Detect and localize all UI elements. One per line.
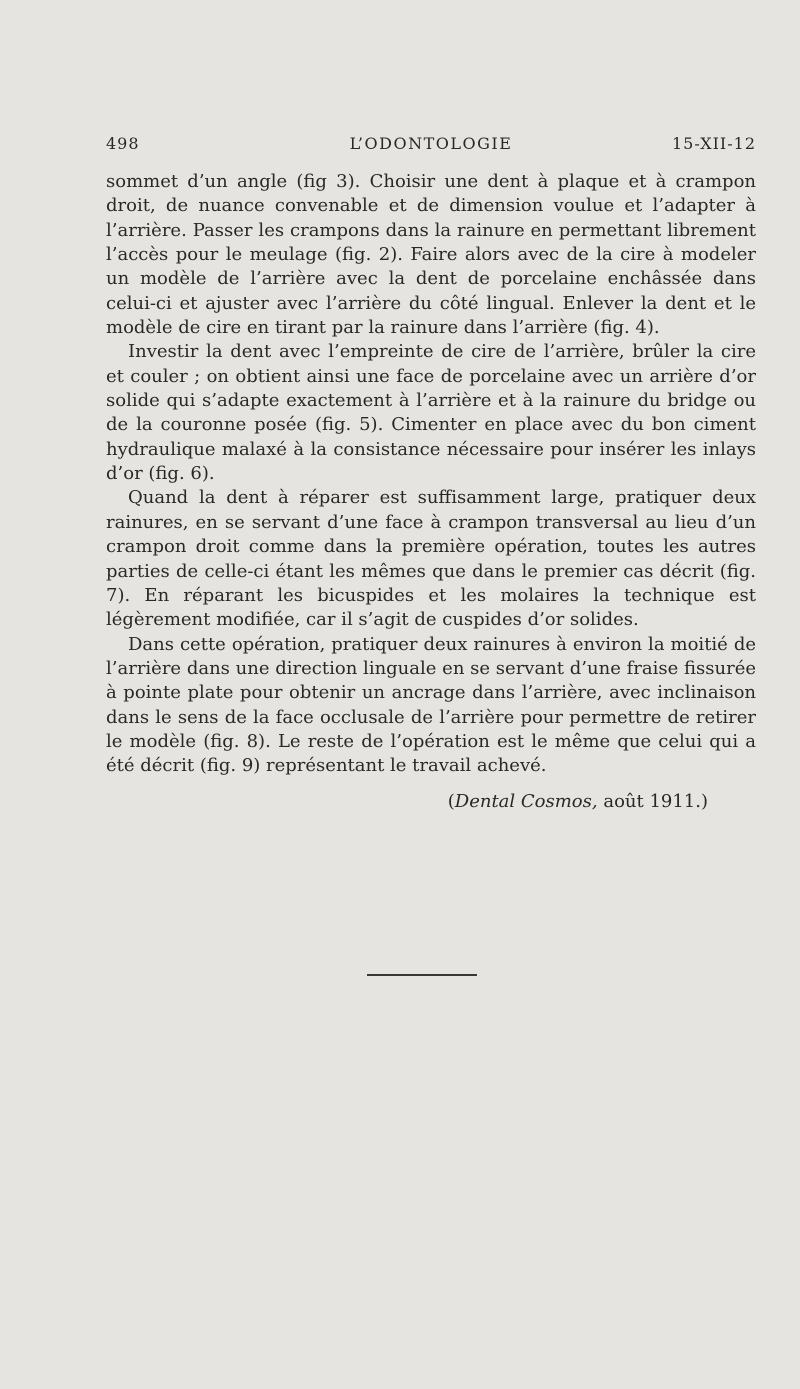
section-divider: [367, 974, 477, 976]
article-body: [106, 170, 756, 779]
citation-open: (: [447, 791, 455, 812]
paragraph: Dans cette opération, pratiquer deux rainures à environ la moitié de l’arrière dans une direction linguale en se servant d’une fraise fissurée à pointe plate pour obtenir un ancrage dans l’arrière, avec inclinaison dans le sens de la face occlusale de l’arrière pour permettre de retirer le modèle (fig. 8). Le reste de l’opération est le même que celui qui a été décrit (fig. 9) représentant le travail achevé.: [106, 633, 756, 777]
running-title: L’ODONTOLOGIE: [349, 134, 513, 153]
paragraph: Investir la dent avec l’empreinte de cire de l’arrière, brûler la cire et couler ; on obtient ainsi une face de porcelaine avec un arrière d’or solide qui s’adapte exactement à l’arrière et à la rainure du bridge ou de la couronne posée (fig. 5). Cimenter en place avec du bon ciment hydraulique malaxé à la consistance nécessaire pour insérer les inlays d’or (fig. 6).: [106, 341, 756, 485]
citation-journal: Dental Cosmos,: [454, 791, 598, 812]
paragraph: Quand la dent à réparer est suffisamment large, pratiquer deux rainures, en se servant d’une face à crampon transversal au lieu d’un crampon droit comme dans la première opération, toutes les autres parties de celle-ci étant les mêmes que dans le premier cas décrit (fig. 7). En réparant les bicuspides et les molaires la technique est légèrement modifiée, car il s’agit de cuspides d’or solides.: [106, 487, 756, 631]
issue-date: 15-XII-12: [672, 134, 756, 153]
page-number: 498: [106, 134, 140, 153]
source-citation: [448, 790, 708, 814]
paragraph-continuation: sommet d’un angle (fig 3). Choisir une dent à plaque et à crampon droit, de nuance convenable et de dimension voulue et l’adapter à l’arrière. Passer les crampons dans la rainure en permettant librement l’accès pour le meulage (fig. 2). Faire alors avec de la cire à modeler un modèle de l’arrière avec la dent de porcelaine enchâssée dans celui-ci et ajuster avec l’arrière du côté lingual. Enlever la dent et le modèle de cire en tirant par la rainure dans l’arrière (fig. 4).: [106, 171, 756, 339]
page-header: [106, 134, 756, 158]
citation-date: août 1911.): [597, 791, 708, 812]
